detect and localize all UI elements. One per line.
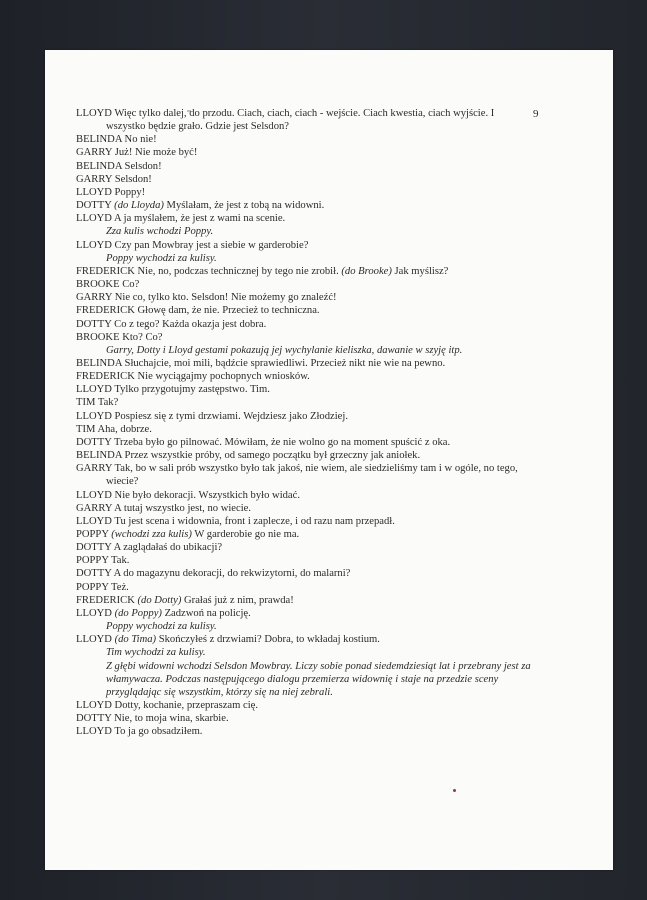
dialogue-line: GARRY Nie co, tylko kto. Selsdon! Nie możemy go znaleźć!: [76, 292, 337, 304]
dialogue-text: Grałaś już z nim, prawda!: [181, 594, 294, 606]
dialogue-line: GARRY Selsdon!: [76, 173, 152, 185]
stage-direction: Zza kulis wchodzi Poppy.: [106, 226, 214, 238]
dialogue-line: TIM Aha, dobrze.: [76, 423, 152, 435]
dialogue-line: BELINDA Selsdon!: [76, 160, 162, 172]
dialogue-line: [76, 265, 536, 278]
dialogue-line: BELINDA No nie!: [76, 134, 157, 146]
dialogue-line: [76, 199, 536, 212]
dialogue-line: DOTTY Nie, to moja wina, skarbie.: [76, 713, 229, 725]
inline-direction: (do Brooke): [341, 265, 392, 277]
dialogue-line: FREDERICK Nie wyciągajmy pochopnych wniosków.: [76, 371, 310, 383]
speaker-name: DOTTY: [76, 200, 112, 212]
dialogue-line: DOTTY Trzeba było go pilnować. Mówiłam, że nie wolno go na moment spuścić z oka.: [76, 436, 451, 448]
inline-direction: (do Poppy): [114, 607, 162, 619]
ink-speck: [453, 789, 456, 792]
stage-direction: Tim wychodzi za kulisy.: [106, 647, 206, 659]
dialogue-line: BELINDA Słuchajcie, moi mili, bądźcie sprawiedliwi. Przecież nikt nie wie na pewno.: [76, 357, 446, 369]
dialogue-line: BROOKE Co?: [76, 279, 140, 291]
script-body: [76, 107, 536, 739]
stage-direction: Poppy wychodzi za kulisy.: [106, 621, 217, 633]
dialogue-line: GARRY Już! Nie może być!: [76, 147, 198, 159]
dialogue-line: LLOYD Czy pan Mowbray jest a siebie w garderobie?: [76, 239, 309, 251]
stage-direction: Garry, Dotty i Lloyd gestami pokazują jej wychylanie kieliszka, dawanie w szyję itp.: [106, 344, 463, 356]
speaker-name: FREDERICK: [76, 594, 135, 606]
dialogue-line: [76, 528, 536, 541]
dialogue-line: DOTTY Co z tego? Każda okazja jest dobra.: [76, 318, 267, 330]
inline-direction: (do Dotty): [137, 594, 182, 606]
dialogue-line: LLOYD Nie było dekoracji. Wszystkich było widać.: [76, 489, 300, 501]
dialogue-line: LLOYD Poppy!: [76, 186, 146, 198]
inline-direction: (wchodzi zza kulis): [111, 529, 192, 540]
dialogue-line: LLOYD Więc tylko dalej, do przodu. Ciach, ciach, ciach - wejście. Ciach kwestia, ciach wyjście. I wszystko będzie grało. Gdzie jest Selsdon?: [76, 108, 495, 133]
speaker-name: LLOYD: [76, 607, 112, 619]
dialogue-line: LLOYD To ja go obsadziłem.: [76, 726, 203, 738]
dialogue-text: Myślałam, że jest z tobą na widowni.: [163, 200, 325, 212]
dialogue-line: DOTTY A zaglądałaś do ubikacji?: [76, 542, 223, 554]
dialogue-line: LLOYD Pospiesz się z tymi drzwiami. Wejdziesz jako Złodziej.: [76, 410, 348, 422]
dialogue-line: POPPY Też.: [76, 581, 129, 593]
dialogue-line: BELINDA Przez wszystkie próby, od samego początku był grzeczny jak aniołek.: [76, 450, 421, 462]
dialogue-line: LLOYD Dotty, kochanie, przepraszam cię.: [76, 700, 258, 712]
stage-direction: Z głębi widowni wchodzi Selsdon Mowbray. Liczy sobie ponad siedemdziesiąt lat i przebrany jest za włamywacza. Podczas następującego dialogu przemierza widownię i staje na przedzie sceny przyglądając się wszystkim, którzy się na niej zebrali.: [106, 660, 531, 698]
dialogue-line: [76, 607, 536, 620]
stage-direction: Poppy wychodzi za kulisy.: [106, 252, 217, 264]
dialogue-line: [76, 594, 536, 607]
dialogue-line: [76, 633, 536, 646]
speaker-name: POPPY: [76, 529, 109, 540]
inline-direction: (do Lloyda): [114, 200, 164, 212]
dialogue-text: Zadzwoń na policję.: [161, 607, 251, 619]
dialogue-line: LLOYD A ja myślałem, że jest z wami na scenie.: [76, 213, 286, 225]
dialogue-line: TIM Tak?: [76, 397, 119, 409]
dialogue-line: DOTTY A do magazynu dekoracji, do rekwizytorni, do malarni?: [76, 568, 351, 580]
dialogue-line: BROOKE Kto? Co?: [76, 331, 163, 343]
page-number: 9: [533, 108, 539, 120]
dialogue-line: GARRY A tutaj wszystko jest, no wiecie.: [76, 502, 251, 514]
dialogue-line: LLOYD Tu jest scena i widownia, front i zaplecze, i od razu nam przepadł.: [76, 515, 395, 527]
dialogue-line: LLOYD Tylko przygotujmy zastępstwo. Tim.: [76, 384, 270, 396]
dialogue-line: FREDERICK Głowę dam, że nie. Przecież to techniczna.: [76, 305, 320, 317]
dialogue-text: W garderobie go nie ma.: [191, 529, 300, 540]
speaker-name: LLOYD: [76, 634, 112, 646]
dialogue-text: Skończyłeś z drzwiami? Dobra, to wkładaj kostium.: [156, 634, 380, 646]
dialogue-line: POPPY Tak.: [76, 555, 130, 567]
dialogue-line: GARRY Tak, bo w sali prób wszystko było tak jakoś, nie wiem, ale siedzieliśmy tam i w ogóle, no tego, wiecie?: [76, 463, 518, 488]
inline-direction: (do Tima): [114, 634, 157, 646]
dialogue-text: Jak myślisz?: [391, 265, 449, 277]
dialogue-text: FREDERICK Nie, no, podczas technicznej by tego nie zrobił.: [76, 265, 342, 277]
